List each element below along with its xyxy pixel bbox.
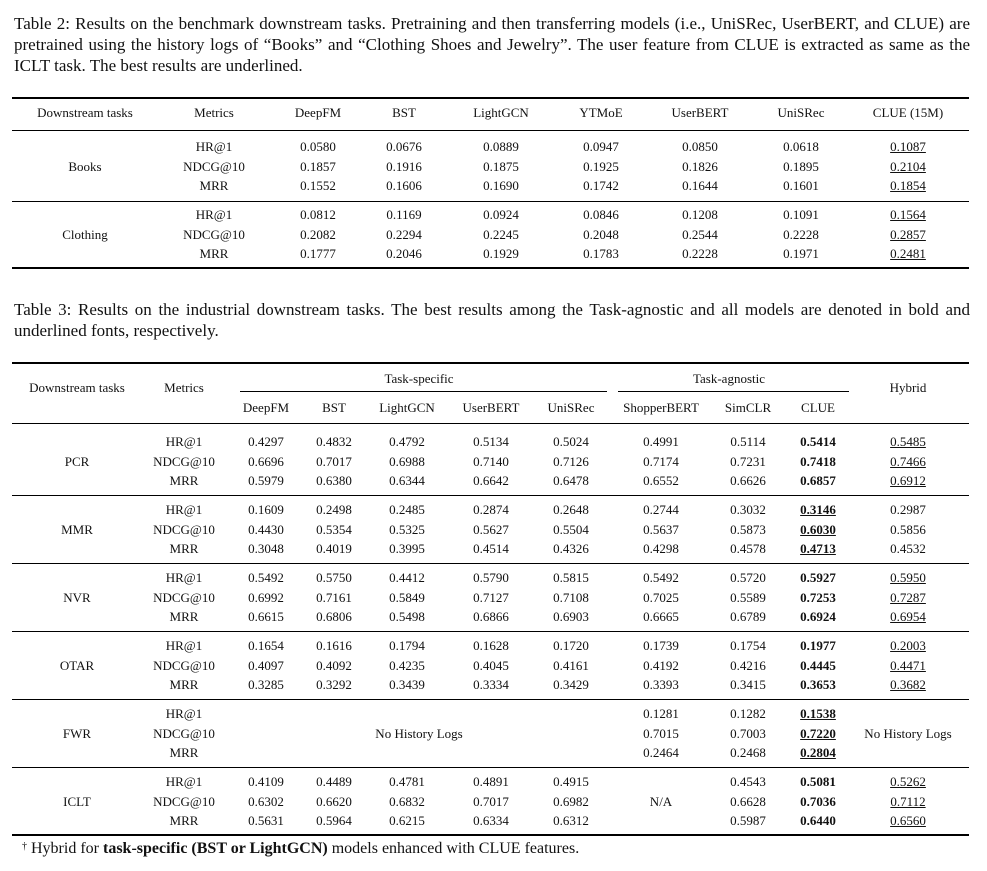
table3-value-cell: 0.2485: [389, 502, 425, 517]
table2-value-cell: 0.1552: [300, 178, 336, 193]
table2-metric-label: NDCG@10: [183, 158, 245, 174]
table2-value-cell: 0.0846: [583, 207, 619, 222]
table2-value-cell: 0.1777: [300, 246, 336, 261]
table3-value-cell: 0.4532: [890, 541, 926, 556]
table2-header-rule: [12, 130, 969, 131]
table3-value-cell: 0.6615: [248, 609, 284, 624]
table3-value-cell: 0.4781: [389, 774, 425, 789]
table3-value-cell: 0.5325: [389, 521, 425, 537]
table3-value-cell: 0.4792: [389, 434, 425, 449]
table3-task-label: PCR: [64, 453, 90, 469]
table3-value-cell: 0.7015: [643, 725, 679, 741]
table3-value-cell: 0.3415: [730, 677, 766, 692]
table3-metric-label: MRR: [169, 473, 199, 488]
table3-value-cell: 0.6552: [643, 473, 679, 488]
table3-value-cell: 0.2648: [553, 502, 589, 517]
table3-value-cell: 0.1609: [248, 502, 284, 517]
table2-value-cell: 0.1564: [890, 207, 926, 222]
table3-value-cell: 0.7108: [553, 589, 589, 605]
table3-value-cell: 0.4514: [473, 541, 509, 556]
table3-task-label: MMR: [61, 521, 93, 537]
table3-value-cell: 0.4326: [553, 541, 589, 556]
table3-metric-label: HR@1: [165, 434, 203, 449]
table3-value-cell: 0.4109: [248, 774, 284, 789]
table2-header-cell: LightGCN: [473, 105, 529, 120]
table2-metric-label: HR@1: [195, 207, 233, 222]
table3-value-cell: 0.4161: [553, 657, 589, 673]
table3-value-cell: 0.6988: [389, 453, 425, 469]
table3-value-cell: 0.3429: [553, 677, 589, 692]
table3-model-header: LightGCN: [379, 400, 435, 415]
table3-value-cell: 0.6954: [890, 609, 926, 624]
table3-metric-label: NDCG@10: [153, 725, 215, 741]
table3-value-cell: 0.6334: [473, 813, 509, 828]
table2-value-cell: 0.0947: [583, 139, 619, 154]
table2-value-cell: 0.2048: [583, 226, 619, 242]
table2-header-cell: CLUE (15M): [872, 105, 944, 120]
table3-value-cell: 0.3995: [389, 541, 425, 556]
table3-value-cell: 0.7466: [890, 453, 926, 469]
table3-value-cell: 0.1282: [730, 706, 766, 721]
table2-metric-label: HR@1: [195, 139, 233, 154]
table3-value-cell: 0.7017: [473, 793, 509, 809]
table3-value-cell: 0.7025: [643, 589, 679, 605]
table3-value-cell: 0.5262: [890, 774, 926, 789]
table3-value-cell: 0.6912: [890, 473, 926, 488]
table2-value-cell: 0.0580: [300, 139, 336, 154]
table3-value-cell: 0.5134: [473, 434, 509, 449]
table3-value-cell: 0.5979: [248, 473, 284, 488]
table3-value-cell: 0.6982: [553, 793, 589, 809]
table2-header-cell: Downstream tasks: [37, 105, 133, 120]
table2-value-cell: 0.1742: [583, 178, 619, 193]
table3-value-cell: 0.3393: [643, 677, 679, 692]
table3-value-cell: 0.1538: [800, 706, 836, 721]
table3-value-cell: 0.4216: [730, 657, 766, 673]
footnote-text-post: models enhanced with CLUE features.: [327, 840, 580, 857]
table3-value-cell: 0.4543: [730, 774, 766, 789]
table2-value-cell: 0.2294: [386, 226, 422, 242]
table2-value-cell: 0.0618: [783, 139, 819, 154]
table3-value-cell: 0.6312: [553, 813, 589, 828]
table3-model-header: DeepFM: [242, 400, 290, 415]
table3-value-cell: 0.6030: [800, 521, 836, 537]
table3-metric-label: HR@1: [165, 570, 203, 585]
table3-task-label: ICLT: [63, 793, 91, 809]
table3-value-cell: 0.6620: [316, 793, 352, 809]
table3-value-cell: 0.6789: [730, 609, 766, 624]
table3-value-cell: 0.5081: [800, 774, 836, 789]
table3-metric-label: NDCG@10: [153, 793, 215, 809]
table3-value-cell: 0.5950: [890, 570, 926, 585]
table3-value-cell: 0.5720: [730, 570, 766, 585]
table3-value-cell: 0.5856: [890, 521, 926, 537]
table2-task-label: Books: [68, 158, 102, 174]
table3-na-label: N/A: [649, 793, 673, 809]
table3-value-cell: 0.4445: [800, 657, 836, 673]
table3-metric-label: HR@1: [165, 638, 203, 653]
table3-footnote: [22, 839, 579, 859]
table3-value-cell: 0.4235: [389, 657, 425, 673]
table2-value-cell: 0.2082: [300, 226, 336, 242]
table3-value-cell: 0.7231: [730, 453, 766, 469]
table3-value-cell: 0.5114: [730, 434, 766, 449]
table3-value-cell: 0.1977: [800, 638, 836, 653]
table3-value-cell: 0.5414: [800, 434, 836, 449]
table3-group-rule: [12, 699, 969, 700]
table2-value-cell: 0.1690: [483, 178, 519, 193]
table3-model-header: SimCLR: [724, 400, 772, 415]
table3-value-cell: 0.5987: [730, 813, 766, 828]
table3-metric-label: NDCG@10: [153, 657, 215, 673]
table3-value-cell: 0.4991: [643, 434, 679, 449]
table3-value-cell: 0.1794: [389, 638, 425, 653]
table3-value-cell: 0.7220: [800, 725, 836, 741]
table3-value-cell: 0.5492: [643, 570, 679, 585]
table3-task-label: NVR: [63, 589, 91, 605]
table2-value-cell: 0.1895: [783, 158, 819, 174]
table3-metric-label: NDCG@10: [153, 521, 215, 537]
table3-metric-label: HR@1: [165, 774, 203, 789]
table3-value-cell: 0.4430: [248, 521, 284, 537]
table2-metric-label: MRR: [199, 246, 229, 261]
table3-value-cell: 0.2003: [890, 638, 926, 653]
table3-value-cell: 0.7127: [473, 589, 509, 605]
table3-metric-label: NDCG@10: [153, 589, 215, 605]
table2-value-cell: 0.1826: [682, 158, 718, 174]
table3-value-cell: 0.3682: [890, 677, 926, 692]
table3-value-cell: 0.6992: [248, 589, 284, 605]
table3-value-cell: 0.4891: [473, 774, 509, 789]
table3-group-rule: [12, 631, 969, 632]
table3-value-cell: 0.5849: [389, 589, 425, 605]
table2-header-cell: BST: [392, 105, 416, 120]
table3-value-cell: 0.2464: [643, 745, 679, 760]
table3-value-cell: 0.7140: [473, 453, 509, 469]
table3-header-task-agnostic: Task-agnostic: [692, 371, 766, 386]
table2-metric-label: MRR: [199, 178, 229, 193]
table3-value-cell: 0.6832: [389, 793, 425, 809]
table3-value-cell: 0.5354: [316, 521, 352, 537]
table3-metric-label: MRR: [169, 609, 199, 624]
table3-value-cell: 0.6215: [389, 813, 425, 828]
table3-value-cell: 0.6628: [730, 793, 766, 809]
table2-value-cell: 0.1929: [483, 246, 519, 261]
table3-value-cell: 0.7017: [316, 453, 352, 469]
table2-header-cell: DeepFM: [294, 105, 342, 120]
table2-value-cell: 0.2857: [890, 226, 926, 242]
footnote-text-pre: Hybrid for: [31, 840, 103, 857]
table3-model-header: UniSRec: [547, 400, 595, 415]
table3-metric-label: NDCG@10: [153, 453, 215, 469]
table3-value-cell: 0.5504: [553, 521, 589, 537]
table3-value-cell: 0.4097: [248, 657, 284, 673]
table3-value-cell: 0.7174: [643, 453, 679, 469]
footnote-dagger: †: [22, 841, 27, 852]
table3-value-cell: 0.5815: [553, 570, 589, 585]
table2-value-cell: 0.1087: [890, 139, 926, 154]
table3-value-cell: 0.4297: [248, 434, 284, 449]
table3-value-cell: 0.2874: [473, 502, 509, 517]
table3-task-specific-rule: [240, 391, 607, 392]
table3-value-cell: 0.6560: [890, 813, 926, 828]
table3-value-cell: 0.5873: [730, 521, 766, 537]
table2-value-cell: 0.0889: [483, 139, 519, 154]
table2-value-cell: 0.1857: [300, 158, 336, 174]
table3-value-cell: 0.6478: [553, 473, 589, 488]
table3-value-cell: 0.2987: [890, 502, 926, 517]
table2-value-cell: 0.1971: [783, 246, 819, 261]
table3-metric-label: MRR: [169, 677, 199, 692]
table3-header-rule: [12, 423, 969, 424]
table3-value-cell: 0.7418: [800, 453, 836, 469]
table2-value-cell: 0.1854: [890, 178, 926, 193]
table3-value-cell: 0.4045: [473, 657, 509, 673]
table3-value-cell: 0.5485: [890, 434, 926, 449]
table3-value-cell: 0.4489: [316, 774, 352, 789]
table3-group-rule: [12, 767, 969, 768]
table3-value-cell: 0.1281: [643, 706, 679, 721]
table3-value-cell: 0.6440: [800, 813, 836, 828]
table2-value-cell: 0.0850: [682, 139, 718, 154]
table3-value-cell: 0.6806: [316, 609, 352, 624]
table3-metric-label: HR@1: [165, 706, 203, 721]
table3-metric-label: MRR: [169, 541, 199, 556]
table3-model-header: UserBERT: [462, 400, 520, 415]
table3-value-cell: 0.5589: [730, 589, 766, 605]
table3-metric-label: HR@1: [165, 502, 203, 517]
table2-task-label: Clothing: [62, 226, 108, 242]
table3-value-cell: 0.4915: [553, 774, 589, 789]
table2-header-cell: YTMoE: [579, 105, 623, 120]
table3-value-cell: 0.5631: [248, 813, 284, 828]
table2-header-cell: UserBERT: [671, 105, 729, 120]
table3-value-cell: 0.1616: [316, 638, 352, 653]
table2-value-cell: 0.1916: [386, 158, 422, 174]
table3-header-metrics: Metrics: [164, 380, 204, 395]
table3-value-cell: 0.7253: [800, 589, 836, 605]
table2-value-cell: 0.1644: [682, 178, 718, 193]
table2-value-cell: 0.2544: [682, 226, 718, 242]
table3-task-label: OTAR: [59, 657, 95, 673]
table3-value-cell: 0.5492: [248, 570, 284, 585]
table3-header-task-specific: Task-specific: [384, 371, 454, 386]
table2-value-cell: 0.0812: [300, 207, 336, 222]
table3-value-cell: 0.3653: [800, 677, 836, 692]
table2-value-cell: 0.2046: [386, 246, 422, 261]
table3-value-cell: 0.4019: [316, 541, 352, 556]
table3-value-cell: 0.3334: [473, 677, 509, 692]
table3-value-cell: 0.4832: [316, 434, 352, 449]
table3-value-cell: 0.4471: [890, 657, 926, 673]
table3-value-cell: 0.1739: [643, 638, 679, 653]
table3-group-rule: [12, 495, 969, 496]
table3-value-cell: 0.2744: [643, 502, 679, 517]
table3-value-cell: 0.3146: [800, 502, 836, 517]
table2-metric-label: NDCG@10: [183, 226, 245, 242]
table3-value-cell: 0.6696: [248, 453, 284, 469]
table2-top-rule: [12, 97, 969, 99]
table3-value-cell: 0.5627: [473, 521, 509, 537]
table2-header-cell: UniSRec: [777, 105, 825, 120]
table3-model-header: ShopperBERT: [623, 400, 699, 415]
table3-task-agnostic-rule: [618, 391, 849, 392]
table2-value-cell: 0.1208: [682, 207, 718, 222]
table2-value-cell: 0.1169: [386, 207, 422, 222]
table3-value-cell: 0.5927: [800, 570, 836, 585]
table3-value-cell: 0.2468: [730, 745, 766, 760]
table2-value-cell: 0.1601: [783, 178, 819, 193]
table3-value-cell: 0.6866: [473, 609, 509, 624]
table3-value-cell: 0.1628: [473, 638, 509, 653]
table2-caption: Table 2: Results on the benchmark downstream tasks. Pretraining and then transferring models (i.e., UniSRec, UserBERT, and CLUE) are pretrained using the history logs of “Books” and “Clothing Shoes and Jewelry”. The user feature from CLUE is extracted as same as the ICLT task. The best results are underlined.: [14, 14, 970, 75]
table3-value-cell: 0.3439: [389, 677, 425, 692]
table3-value-cell: 0.6380: [316, 473, 352, 488]
table3-value-cell: 0.5024: [553, 434, 589, 449]
table3-value-cell: 0.3032: [730, 502, 766, 517]
table2-value-cell: 0.0924: [483, 207, 519, 222]
table3-caption: Table 3: Results on the industrial downstream tasks. The best results among the Task-agnostic and all models are denoted in bold and underlined fonts, respectively.: [14, 300, 970, 340]
table3-value-cell: 0.1654: [248, 638, 284, 653]
table3-value-cell: 0.4578: [730, 541, 766, 556]
table2-value-cell: 0.1091: [783, 207, 819, 222]
table3-value-cell: 0.6302: [248, 793, 284, 809]
table2-value-cell: 0.2481: [890, 246, 926, 261]
table2-value-cell: 0.1925: [583, 158, 619, 174]
table3-value-cell: 0.7126: [553, 453, 589, 469]
footnote-text-bold: task-specific (BST or LightGCN): [102, 840, 328, 857]
table3-value-cell: 0.6924: [800, 609, 836, 624]
table3-value-cell: 0.7287: [890, 589, 926, 605]
table2-value-cell: 0.1875: [483, 158, 519, 174]
table2-group-rule: [12, 201, 969, 202]
table3-value-cell: 0.6642: [473, 473, 509, 488]
table3-value-cell: 0.5498: [389, 609, 425, 624]
table3-model-header: BST: [322, 400, 346, 415]
table2-value-cell: 0.2104: [890, 158, 926, 174]
table3-bottom-rule: [12, 834, 969, 836]
table3-metric-label: MRR: [169, 813, 199, 828]
table3-value-cell: 0.2498: [316, 502, 352, 517]
table3-value-cell: 0.2804: [800, 745, 836, 760]
table3-metric-label: MRR: [169, 745, 199, 760]
table3-value-cell: 0.3292: [316, 677, 352, 692]
table3-header-downstream: Downstream tasks: [29, 380, 125, 395]
table3-header-hybrid: Hybrid: [889, 380, 927, 395]
table2-value-cell: 0.2228: [682, 246, 718, 261]
table3-value-cell: 0.6903: [553, 609, 589, 624]
table3-value-cell: 0.4298: [643, 541, 679, 556]
table3-value-cell: 0.1720: [553, 638, 589, 653]
table3-value-cell: 0.3048: [248, 541, 284, 556]
table2-value-cell: 0.1606: [386, 178, 422, 193]
table2-header-cell: Metrics: [194, 105, 234, 120]
table3-value-cell: 0.1754: [730, 638, 766, 653]
table2-value-cell: 0.0676: [386, 139, 422, 154]
table3-no-history-hybrid: No History Logs: [864, 725, 952, 741]
table2-value-cell: 0.1783: [583, 246, 619, 261]
table3-group-rule: [12, 563, 969, 564]
table2-value-cell: 0.2228: [783, 226, 819, 242]
table3-value-cell: 0.4192: [643, 657, 679, 673]
table3-value-cell: 0.7161: [316, 589, 352, 605]
table3-value-cell: 0.6857: [800, 473, 836, 488]
table3-value-cell: 0.5964: [316, 813, 352, 828]
table3-value-cell: 0.5750: [316, 570, 352, 585]
table3-task-label: FWR: [62, 725, 92, 741]
table3-value-cell: 0.5637: [643, 521, 679, 537]
table3-top-rule: [12, 362, 969, 364]
table3-no-history-specific: No History Logs: [375, 725, 463, 741]
table3-model-header: CLUE: [801, 400, 835, 415]
table3-value-cell: 0.7003: [730, 725, 766, 741]
table2-bottom-rule: [12, 267, 969, 269]
table2-value-cell: 0.2245: [483, 226, 519, 242]
table3-value-cell: 0.4412: [389, 570, 425, 585]
table3-value-cell: 0.4713: [800, 541, 836, 556]
table3-value-cell: 0.3285: [248, 677, 284, 692]
table3-value-cell: 0.6344: [389, 473, 425, 488]
table3-value-cell: 0.4092: [316, 657, 352, 673]
table3-value-cell: 0.6626: [730, 473, 766, 488]
table3-value-cell: 0.7112: [890, 793, 926, 809]
table3-value-cell: 0.7036: [800, 793, 836, 809]
table3-value-cell: 0.6665: [643, 609, 679, 624]
table3-value-cell: 0.5790: [473, 570, 509, 585]
